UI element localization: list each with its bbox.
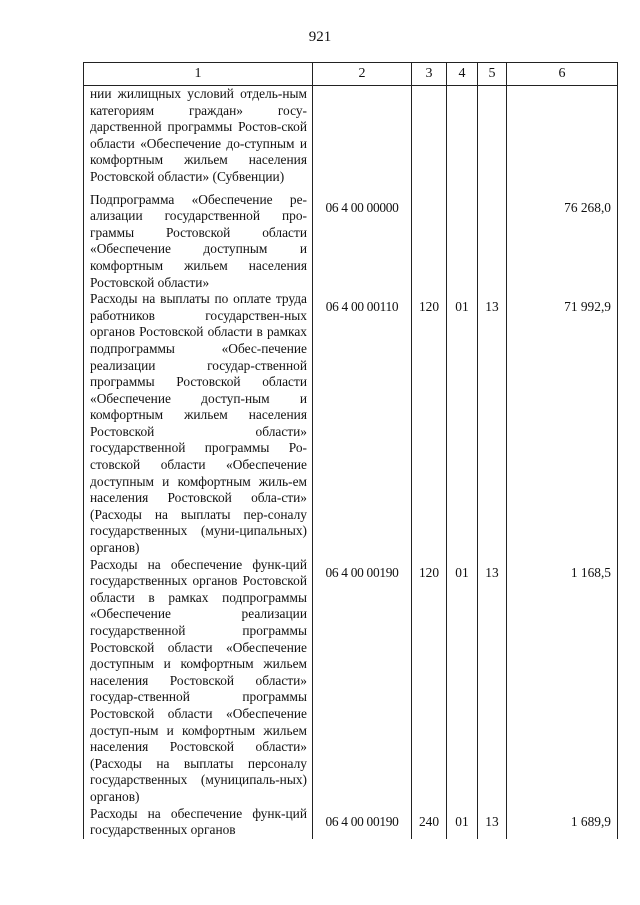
row-amount (507, 86, 618, 192)
table-header-row (84, 63, 618, 86)
row-name: Расходы на выплаты по оплате труда работников государствен-ных органов Ростовской области в рамках подпрограммы «Обес-печение реализации государ-ственной программы Ростовской области «Обеспечение доступ-ным и комфортным жильем населения Ростовской области» государственной программы Ро-стовской области «Обеспечение доступным и комфортным жиль-ем населения Ростовской обла-сти» (Расходы на выплаты пер-соналу государственных (муни-ципальных) органов) (84, 291, 313, 557)
row-code: 06 4 00 00000 (313, 192, 412, 292)
column-header: 4 (447, 63, 478, 86)
row-code: 06 4 00 00190 (313, 806, 412, 839)
row-vr (412, 86, 447, 192)
row-name: нии жилищных условий отдель-ным категориям граждан» госу-дарственной программы Ростов-ской области «Обеспечение до-ступным и комфортным жильем населения Ростовской области» (Субвенции) (84, 86, 313, 192)
table-row (84, 291, 618, 557)
row-pr: 13 (478, 291, 507, 557)
table-row (84, 806, 618, 839)
row-vr (412, 192, 447, 292)
row-vr: 240 (412, 806, 447, 839)
row-code: 06 4 00 00110 (313, 291, 412, 557)
column-header: 6 (507, 63, 618, 86)
budget-table (83, 62, 618, 839)
row-amount: 76 268,0 (507, 192, 618, 292)
row-code (313, 86, 412, 192)
row-name: Расходы на обеспечение функ-ций государственных органов (84, 806, 313, 839)
page-number: 921 (308, 29, 332, 45)
row-vr: 120 (412, 557, 447, 806)
column-header: 5 (478, 63, 507, 86)
row-name: Подпрограмма «Обеспечение ре-ализации государственной про-граммы Ростовской области «Обеспечение доступным и комфортным жильем населения Ростовской области» (84, 192, 313, 292)
row-rz (447, 192, 478, 292)
row-pr (478, 192, 507, 292)
row-amount: 71 992,9 (507, 291, 618, 557)
column-header: 1 (84, 63, 313, 86)
table-row (84, 86, 618, 192)
row-rz: 01 (447, 291, 478, 557)
row-pr: 13 (478, 806, 507, 839)
row-rz (447, 86, 478, 192)
column-header: 3 (412, 63, 447, 86)
row-amount: 1 168,5 (507, 557, 618, 806)
row-pr: 13 (478, 557, 507, 806)
row-vr: 120 (412, 291, 447, 557)
row-amount: 1 689,9 (507, 806, 618, 839)
row-rz: 01 (447, 557, 478, 806)
row-code: 06 4 00 00190 (313, 557, 412, 806)
table-row (84, 557, 618, 806)
row-rz: 01 (447, 806, 478, 839)
row-pr (478, 86, 507, 192)
row-name: Расходы на обеспечение функ-ций государственных органов Ростовской области в рамках подпрограммы «Обеспечение реализации государственной программы Ростовской области «Обеспечение доступным и комфортным жильем населения Ростовской области» государ-ственной программы Ростовской области «Обеспечение доступ-ным и комфортным жильем населения Ростовской области» (Расходы на выплаты персоналу государственных (муниципаль-ных) органов) (84, 557, 313, 806)
table-row (84, 192, 618, 292)
column-header: 2 (313, 63, 412, 86)
